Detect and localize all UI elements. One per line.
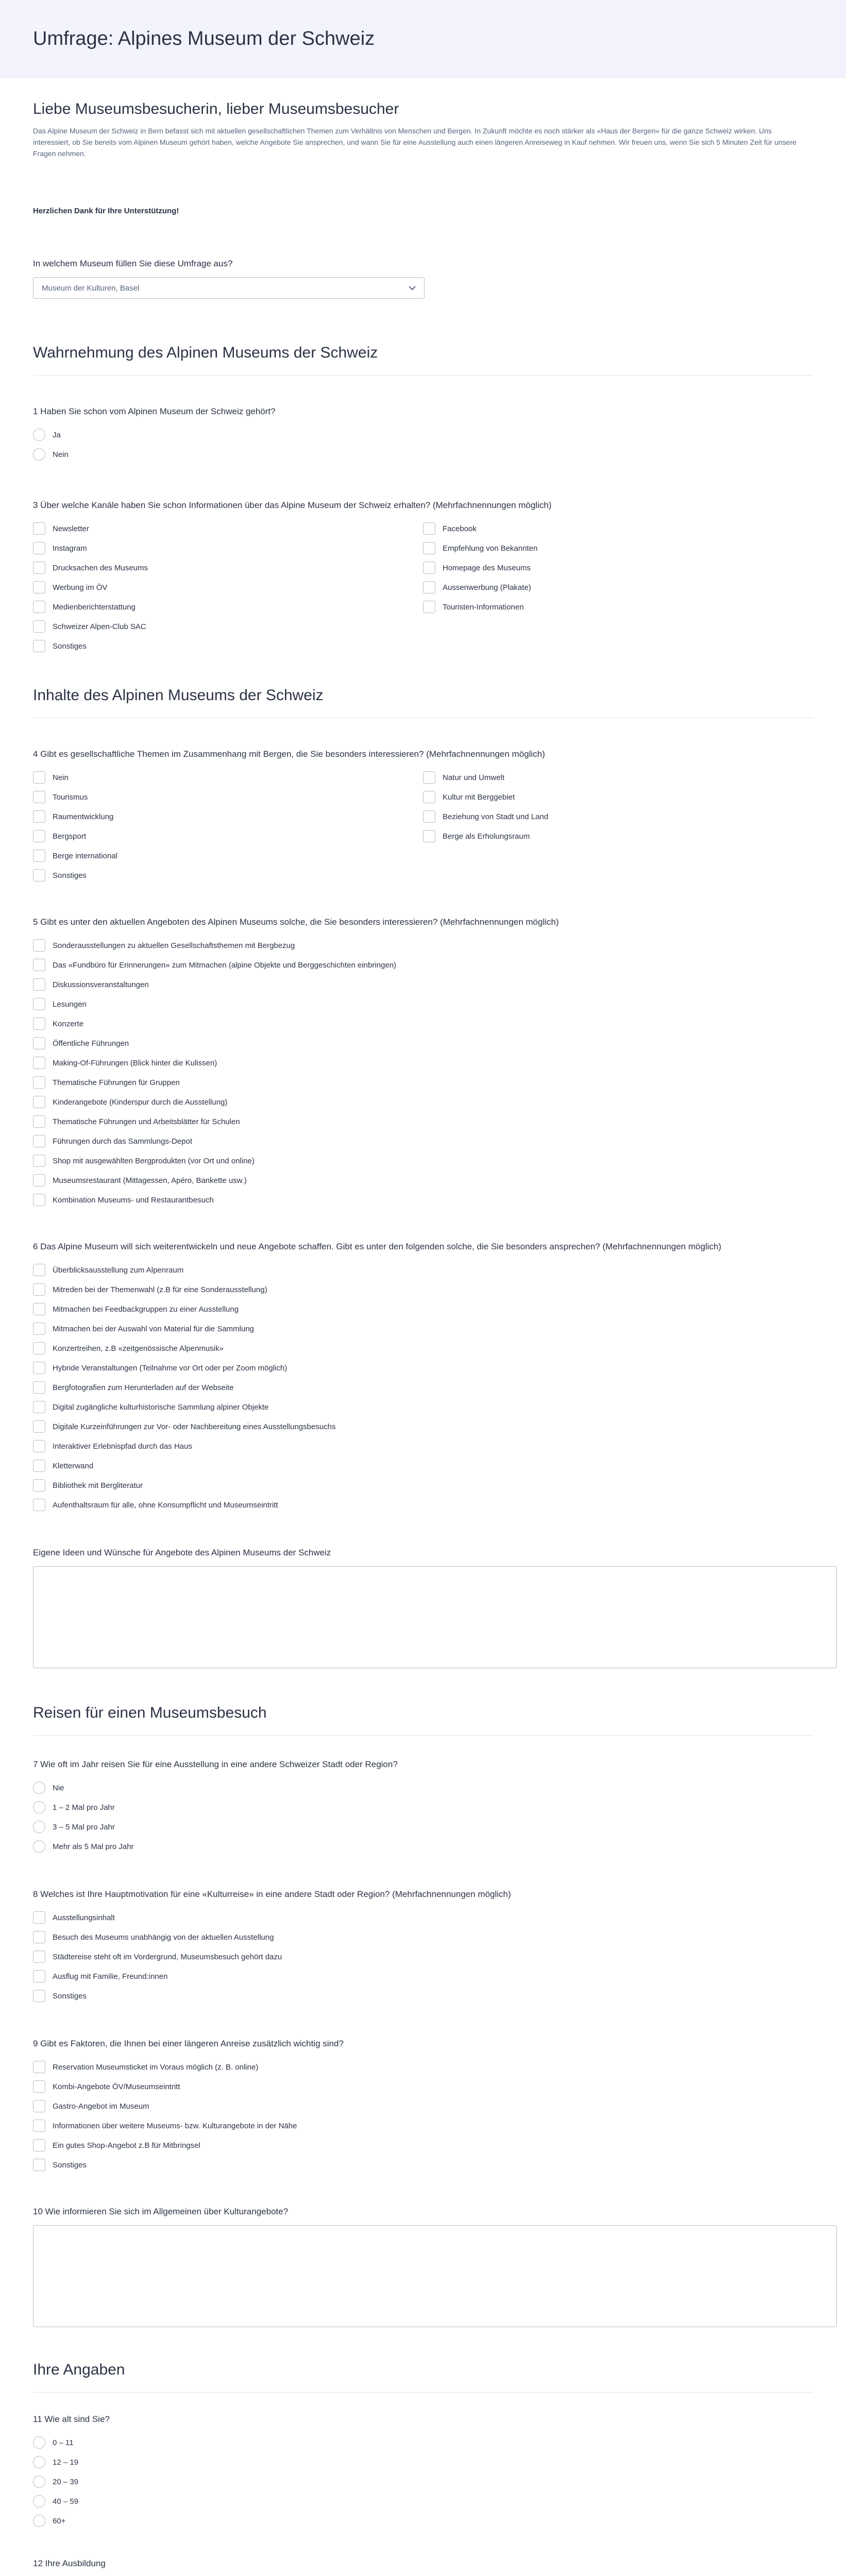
option-label: Mehr als 5 Mal pro Jahr — [53, 1842, 134, 1851]
question-4 — [33, 749, 813, 885]
checkbox-option[interactable] — [33, 2057, 813, 2077]
checkbox-option[interactable] — [33, 1495, 813, 1515]
checkbox-option[interactable] — [33, 597, 423, 617]
option-label: Berge international — [53, 851, 117, 860]
intro-text: Das Alpine Museum der Schweiz in Bern befasst sich mit aktuellen gesellschaftlichen Themen zum Verhältnis von Menschen und Bergen. In Zukunft möchte es noch stärker als «Haus der Bergen» für die ganze Schweiz wirken. Uns interessiert, ob Sie bereits vom Alpinen Museum gehört haben, welche Angebote Sie ansprechen, und wann Sie für eine Ausstellung auch einen längeren Anreiseweg in Kauf nehmen. Wir freuen uns, wenn Sie sich 5 Minuten Zeit für unsere Fragen nehmen. — [33, 127, 797, 158]
checkbox-option[interactable] — [33, 558, 423, 578]
section-title-content: Inhalte des Alpinen Museums der Schweiz — [33, 687, 324, 704]
option-label: 40 – 59 — [53, 2497, 79, 2506]
question-12 — [33, 2558, 813, 2576]
checkbox-option[interactable] — [423, 787, 813, 807]
option-label: Bibliothek mit Bergliteratur — [53, 1481, 143, 1490]
checkbox[interactable] — [33, 1194, 45, 1206]
checkbox-option[interactable] — [33, 1092, 813, 1112]
option-label: Führungen durch das Sammlungs-Depot — [53, 1137, 192, 1146]
option-label: Ein gutes Shop-Angebot z.B für Mitbringsel — [53, 2141, 200, 2150]
option-label: Empfehlung von Bekannten — [443, 544, 538, 553]
checkbox[interactable] — [33, 2080, 45, 2093]
checkbox-option[interactable] — [33, 1908, 813, 1927]
checkbox-option[interactable] — [33, 636, 423, 656]
checkbox[interactable] — [33, 1381, 45, 1394]
checkbox[interactable] — [33, 1037, 45, 1049]
option-label: Nein — [53, 450, 69, 459]
option-label: Homepage des Museums — [443, 563, 531, 572]
checkbox-option[interactable] — [33, 1358, 813, 1378]
option-label: Kletterwand — [53, 1461, 94, 1470]
question-6-label: 6 Das Alpine Museum will sich weiterentwickeln und neue Angebote schaffen. Gibt es unter den folgenden solche, die Sie besonders ansprechen? (Mehrfachnennungen möglich) — [33, 1242, 721, 1251]
checkbox[interactable] — [33, 1155, 45, 1167]
checkbox[interactable] — [33, 2139, 45, 2151]
option-label: Gastro-Angebot im Museum — [53, 2102, 149, 2111]
radio-button[interactable] — [33, 429, 45, 441]
checkbox-option[interactable] — [33, 787, 423, 807]
museum-question — [33, 259, 813, 299]
radio-button[interactable] — [33, 1821, 45, 1833]
option-label: Hybride Veranstaltungen (Teilnahme vor Ort oder per Zoom möglich) — [53, 1363, 287, 1372]
checkbox[interactable] — [33, 1057, 45, 1069]
option-label: Werbung im ÖV — [53, 583, 108, 592]
checkbox-option[interactable] — [423, 558, 813, 578]
option-label: Shop mit ausgewählten Bergprodukten (vor Ort und online) — [53, 1156, 255, 1165]
museum-select[interactable] — [33, 277, 425, 299]
section-title-travel: Reisen für einen Museumsbesuch — [33, 1704, 267, 1721]
option-label: 20 – 39 — [53, 2477, 79, 2486]
checkbox-option[interactable] — [423, 578, 813, 597]
checkbox[interactable] — [33, 1990, 45, 2002]
checkbox[interactable] — [33, 522, 45, 535]
question-11-label: 11 Wie alt sind Sie? — [33, 2414, 110, 2424]
option-label: Städtereise steht oft im Vordergrund, Museumsbesuch gehört dazu — [53, 1952, 282, 1961]
option-label: Natur und Umwelt — [443, 773, 505, 782]
radio-option[interactable] — [33, 2472, 813, 2492]
radio-button[interactable] — [33, 2476, 45, 2488]
option-label: Ausstellungsinhalt — [53, 1913, 115, 1922]
checkbox-option[interactable] — [33, 2155, 813, 2175]
radio-button[interactable] — [33, 1782, 45, 1794]
checkbox[interactable] — [33, 581, 45, 594]
chevron-down-icon — [409, 284, 416, 293]
checkbox[interactable] — [33, 562, 45, 574]
checkbox[interactable] — [33, 1420, 45, 1433]
checkbox-option[interactable] — [33, 2136, 813, 2155]
option-label: Sonstiges — [53, 1991, 87, 2001]
checkbox[interactable] — [33, 1303, 45, 1315]
checkbox-option[interactable] — [33, 1190, 813, 1210]
section-header-personal — [33, 2361, 813, 2393]
checkbox[interactable] — [33, 1174, 45, 1187]
checkbox[interactable] — [33, 959, 45, 971]
checkbox[interactable] — [33, 1342, 45, 1354]
checkbox-option[interactable] — [33, 1053, 813, 1073]
checkbox[interactable] — [33, 601, 45, 613]
section-header-perception — [33, 344, 813, 376]
checkbox[interactable] — [33, 869, 45, 882]
checkbox-option[interactable] — [423, 538, 813, 558]
question-1 — [33, 406, 813, 464]
intro-thanks: Herzlichen Dank für Ihre Unterstützung! — [33, 207, 179, 215]
radio-option[interactable] — [33, 1798, 813, 1817]
checkbox[interactable] — [33, 791, 45, 803]
option-label: Thematische Führungen und Arbeitsblätter für Schulen — [53, 1117, 240, 1126]
checkbox[interactable] — [33, 1264, 45, 1276]
checkbox[interactable] — [423, 791, 435, 803]
checkbox-option[interactable] — [33, 578, 423, 597]
option-label: Bergfotografien zum Herunterladen auf der Webseite — [53, 1383, 234, 1392]
checkbox[interactable] — [33, 998, 45, 1010]
checkbox-option[interactable] — [33, 1476, 813, 1495]
radio-button[interactable] — [33, 1801, 45, 1814]
checkbox[interactable] — [33, 1911, 45, 1924]
checkbox-option[interactable] — [423, 826, 813, 846]
checkbox[interactable] — [423, 522, 435, 535]
checkbox[interactable] — [33, 850, 45, 862]
option-label: Digital zugängliche kulturhistorische Sammlung alpiner Objekte — [53, 1402, 269, 1412]
checkbox[interactable] — [423, 830, 435, 842]
checkbox[interactable] — [33, 2100, 45, 2112]
checkbox-option[interactable] — [33, 768, 423, 787]
question-7-label: 7 Wie oft im Jahr reisen Sie für eine Ausstellung in eine andere Schweizer Stadt oder Region? — [33, 1759, 398, 1769]
option-label: Kombi-Angebote ÖV/Museumseintritt — [53, 2082, 180, 2091]
option-label: Überblicksausstellung zum Alpenraum — [53, 1265, 184, 1275]
checkbox[interactable] — [33, 1951, 45, 1963]
checkbox-option[interactable] — [33, 807, 423, 826]
question-3 — [33, 500, 813, 656]
culture-info-textarea[interactable] — [33, 2225, 837, 2327]
option-label: Sonderausstellungen zu aktuellen Gesellschaftsthemen mit Bergbezug — [53, 941, 295, 950]
checkbox-option[interactable] — [33, 1131, 813, 1151]
checkbox[interactable] — [33, 1401, 45, 1413]
checkbox[interactable] — [33, 1931, 45, 1943]
radio-button[interactable] — [33, 2436, 45, 2449]
checkbox[interactable] — [33, 1283, 45, 1296]
option-label: Kultur mit Berggebiet — [443, 792, 515, 802]
checkbox-option[interactable] — [33, 1947, 813, 1967]
option-label: Medienberichterstattung — [53, 602, 136, 612]
option-label: 3 – 5 Mal pro Jahr — [53, 1822, 115, 1832]
option-label: Aussenwerbung (Plakate) — [443, 583, 531, 592]
checkbox[interactable] — [33, 1323, 45, 1335]
ideas-question — [33, 1548, 813, 1668]
option-label: Making-Of-Führungen (Blick hinter die Kulissen) — [53, 1058, 217, 1067]
section-title-perception: Wahrnehmung des Alpinen Museums der Schweiz — [33, 344, 378, 361]
question-4-label: 4 Gibt es gesellschaftliche Themen im Zusammenhang mit Bergen, die Sie besonders interessieren? (Mehrfachnennungen möglich) — [33, 749, 545, 759]
checkbox[interactable] — [33, 2159, 45, 2171]
radio-button[interactable] — [33, 448, 45, 461]
question-5 — [33, 917, 813, 1210]
checkbox-option[interactable] — [33, 1112, 813, 1131]
option-label: Nein — [53, 773, 69, 782]
checkbox[interactable] — [33, 1018, 45, 1030]
option-label: Informationen über weitere Museums- bzw. Kulturangebote in der Nähe — [53, 2121, 297, 2130]
option-label: Diskussionsveranstaltungen — [53, 980, 149, 989]
option-label: Bergsport — [53, 832, 87, 841]
option-label: Beziehung von Stadt und Land — [443, 812, 549, 821]
question-9-label: 9 Gibt es Faktoren, die Ihnen bei einer längeren Anreise zusätzlich wichtig sind? — [33, 2039, 344, 2048]
radio-option[interactable] — [33, 1817, 813, 1837]
option-label: Mitmachen bei der Auswahl von Material für die Sammlung — [53, 1324, 255, 1333]
option-label: Instagram — [53, 544, 87, 553]
question-8 — [33, 1889, 813, 2006]
question-8-label: 8 Welches ist Ihre Hauptmotivation für eine «Kulturreise» in eine andere Stadt oder Region? (Mehrfachnennungen möglich) — [33, 1889, 511, 1899]
radio-option[interactable] — [33, 2452, 813, 2472]
museum-question-label: In welchem Museum füllen Sie diese Umfrage aus? — [33, 259, 233, 268]
option-label: Drucksachen des Museums — [53, 563, 148, 572]
checkbox-option[interactable] — [33, 994, 813, 1014]
checkbox-option[interactable] — [33, 1319, 813, 1338]
checkbox-option[interactable] — [33, 826, 423, 846]
question-5-label: 5 Gibt es unter den aktuellen Angeboten des Alpinen Museums solche, die Sie besonders interessieren? (Mehrfachnennungen möglich) — [33, 917, 559, 927]
checkbox[interactable] — [33, 830, 45, 842]
checkbox-option[interactable] — [33, 1927, 813, 1947]
question-7 — [33, 1759, 813, 1856]
section-header-content — [33, 687, 813, 718]
checkbox[interactable] — [423, 581, 435, 594]
checkbox[interactable] — [33, 1970, 45, 1982]
survey-form — [0, 100, 846, 2576]
option-label: Konzertreihen, z.B «zeitgenössische Alpenmusik» — [53, 1344, 224, 1353]
question-3-label: 3 Über welche Kanäle haben Sie schon Informationen über das Alpine Museum der Schweiz erhalten? (Mehrfachnennungen möglich) — [33, 500, 552, 510]
checkbox-option[interactable] — [33, 1171, 813, 1190]
question-9 — [33, 2039, 813, 2175]
ideas-label: Eigene Ideen und Wünsche für Angebote des Alpinen Museums der Schweiz — [33, 1548, 331, 1557]
option-label: Nie — [53, 1783, 64, 1792]
checkbox-option[interactable] — [33, 955, 813, 975]
option-label: Thematische Führungen für Gruppen — [53, 1078, 180, 1087]
option-label: 60+ — [53, 2516, 66, 2526]
checkbox-option[interactable] — [33, 1456, 813, 1476]
checkbox-option[interactable] — [33, 519, 423, 538]
checkbox-option[interactable] — [33, 1397, 813, 1417]
checkbox[interactable] — [423, 810, 435, 823]
checkbox[interactable] — [33, 1076, 45, 1089]
option-label: Tourismus — [53, 792, 88, 802]
checkbox[interactable] — [33, 939, 45, 952]
option-label: Sonstiges — [53, 641, 87, 651]
checkbox-option[interactable] — [33, 1151, 813, 1171]
checkbox[interactable] — [33, 542, 45, 554]
checkbox[interactable] — [423, 771, 435, 784]
checkbox-option[interactable] — [33, 1436, 813, 1456]
ideas-textarea[interactable] — [33, 1566, 837, 1668]
checkbox[interactable] — [33, 771, 45, 784]
radio-option[interactable] — [33, 425, 813, 445]
question-1-label: 1 Haben Sie schon vom Alpinen Museum der Schweiz gehört? — [33, 406, 276, 416]
radio-option[interactable] — [33, 2511, 813, 2531]
checkbox[interactable] — [33, 1362, 45, 1374]
checkbox-option[interactable] — [33, 1299, 813, 1319]
checkbox[interactable] — [33, 1440, 45, 1452]
checkbox-option[interactable] — [33, 2077, 813, 2096]
checkbox-option[interactable] — [33, 1986, 813, 2006]
checkbox-option[interactable] — [33, 1417, 813, 1436]
option-label: Newsletter — [53, 524, 89, 533]
option-label: Ausflug mit Familie, Freund:innen — [53, 1972, 168, 1981]
intro-title: Liebe Museumsbesucherin, lieber Museumsbesucher — [33, 100, 399, 117]
option-label: Digitale Kurzeinführungen zur Vor- oder Nachbereitung eines Ausstellungsbesuchs — [53, 1422, 336, 1431]
section-title-personal: Ihre Angaben — [33, 2361, 125, 2378]
option-label: Facebook — [443, 524, 477, 533]
checkbox[interactable] — [33, 1096, 45, 1108]
checkbox-option[interactable] — [33, 846, 423, 866]
checkbox-option[interactable] — [33, 1260, 813, 1280]
section-header-travel — [33, 1704, 813, 1736]
checkbox[interactable] — [33, 978, 45, 991]
option-label: Besuch des Museums unabhängig von der aktuellen Ausstellung — [53, 1933, 274, 1942]
checkbox-option[interactable] — [33, 1338, 813, 1358]
option-label: 12 – 19 — [53, 2458, 79, 2467]
radio-option[interactable] — [33, 2492, 813, 2511]
option-label: Konzerte — [53, 1019, 84, 1028]
option-label: Kombination Museums- und Restaurantbesuch — [53, 1195, 214, 1205]
radio-button[interactable] — [33, 2456, 45, 2468]
checkbox[interactable] — [423, 542, 435, 554]
checkbox-option[interactable] — [423, 768, 813, 787]
option-label: Öffentliche Führungen — [53, 1039, 129, 1048]
checkbox-option[interactable] — [423, 807, 813, 826]
option-label: Mitmachen bei Feedbackgruppen zu einer Ausstellung — [53, 1304, 239, 1314]
radio-button[interactable] — [33, 2515, 45, 2527]
checkbox-option[interactable] — [33, 1967, 813, 1986]
option-label: Interaktiver Erlebnispfad durch das Haus — [53, 1442, 192, 1451]
question-11 — [33, 2414, 813, 2531]
checkbox[interactable] — [33, 2061, 45, 2073]
radio-button[interactable] — [33, 1840, 45, 1853]
checkbox-option[interactable] — [33, 1280, 813, 1299]
checkbox-option[interactable] — [33, 1033, 813, 1053]
option-label: Das «Fundbüro für Erinnerungen» zum Mitmachen (alpine Objekte und Berggeschichten einbringen) — [53, 960, 397, 970]
checkbox-option[interactable] — [33, 538, 423, 558]
museum-select-value: Museum der Kulturen, Basel — [42, 283, 140, 293]
option-label: Sonstiges — [53, 2160, 87, 2170]
checkbox-option[interactable] — [33, 1014, 813, 1033]
question-10 — [33, 2207, 813, 2327]
option-label: Kinderangebote (Kinderspur durch die Ausstellung) — [53, 1097, 228, 1107]
checkbox[interactable] — [33, 620, 45, 633]
checkbox[interactable] — [33, 640, 45, 652]
option-label: Lesungen — [53, 999, 87, 1009]
page-header — [0, 0, 846, 78]
radio-option[interactable] — [33, 1837, 813, 1856]
page-title: Umfrage: Alpines Museum der Schweiz — [33, 27, 375, 49]
checkbox-option[interactable] — [33, 2116, 813, 2136]
checkbox[interactable] — [423, 562, 435, 574]
option-label: Schweizer Alpen-Club SAC — [53, 622, 146, 631]
checkbox[interactable] — [33, 2120, 45, 2132]
checkbox-option[interactable] — [33, 866, 423, 885]
option-label: Ja — [53, 430, 61, 439]
option-label: Museumsrestaurant (Mittagessen, Apéro, Bankette usw.) — [53, 1176, 247, 1185]
checkbox[interactable] — [33, 1499, 45, 1511]
radio-option[interactable] — [33, 1778, 813, 1798]
option-label: Raumentwicklung — [53, 812, 114, 821]
option-label: Berge als Erholungsraum — [443, 832, 530, 841]
option-label: 0 – 11 — [53, 2438, 74, 2447]
option-label: Aufenthaltsraum für alle, ohne Konsumpflicht und Museumseintritt — [53, 1500, 278, 1510]
option-label: Sonstiges — [53, 871, 87, 880]
checkbox-option[interactable] — [33, 1378, 813, 1397]
option-label: Reservation Museumsticket im Voraus möglich (z. B. online) — [53, 2062, 259, 2072]
checkbox[interactable] — [33, 1460, 45, 1472]
option-label: Mitreden bei der Themenwahl (z.B für eine Sonderausstellung) — [53, 1285, 267, 1294]
checkbox-option[interactable] — [33, 936, 813, 955]
option-label: Touristen-Informationen — [443, 602, 524, 612]
checkbox[interactable] — [423, 601, 435, 613]
radio-option[interactable] — [33, 445, 813, 464]
checkbox-option[interactable] — [33, 2096, 813, 2116]
checkbox-option[interactable] — [423, 519, 813, 538]
checkbox[interactable] — [33, 1135, 45, 1147]
checkbox[interactable] — [33, 810, 45, 823]
question-10-label: 10 Wie informieren Sie sich im Allgemeinen über Kulturangebote? — [33, 2207, 289, 2216]
checkbox-option[interactable] — [33, 975, 813, 994]
checkbox-option[interactable] — [33, 1073, 813, 1092]
checkbox-option[interactable] — [423, 597, 813, 617]
radio-option[interactable] — [33, 2433, 813, 2452]
checkbox[interactable] — [33, 1479, 45, 1492]
radio-button[interactable] — [33, 2495, 45, 2507]
checkbox[interactable] — [33, 1115, 45, 1128]
question-12-label: 12 Ihre Ausbildung — [33, 2558, 106, 2568]
checkbox-option[interactable] — [33, 617, 423, 636]
option-label: 1 – 2 Mal pro Jahr — [53, 1803, 115, 1812]
question-6 — [33, 1242, 813, 1515]
